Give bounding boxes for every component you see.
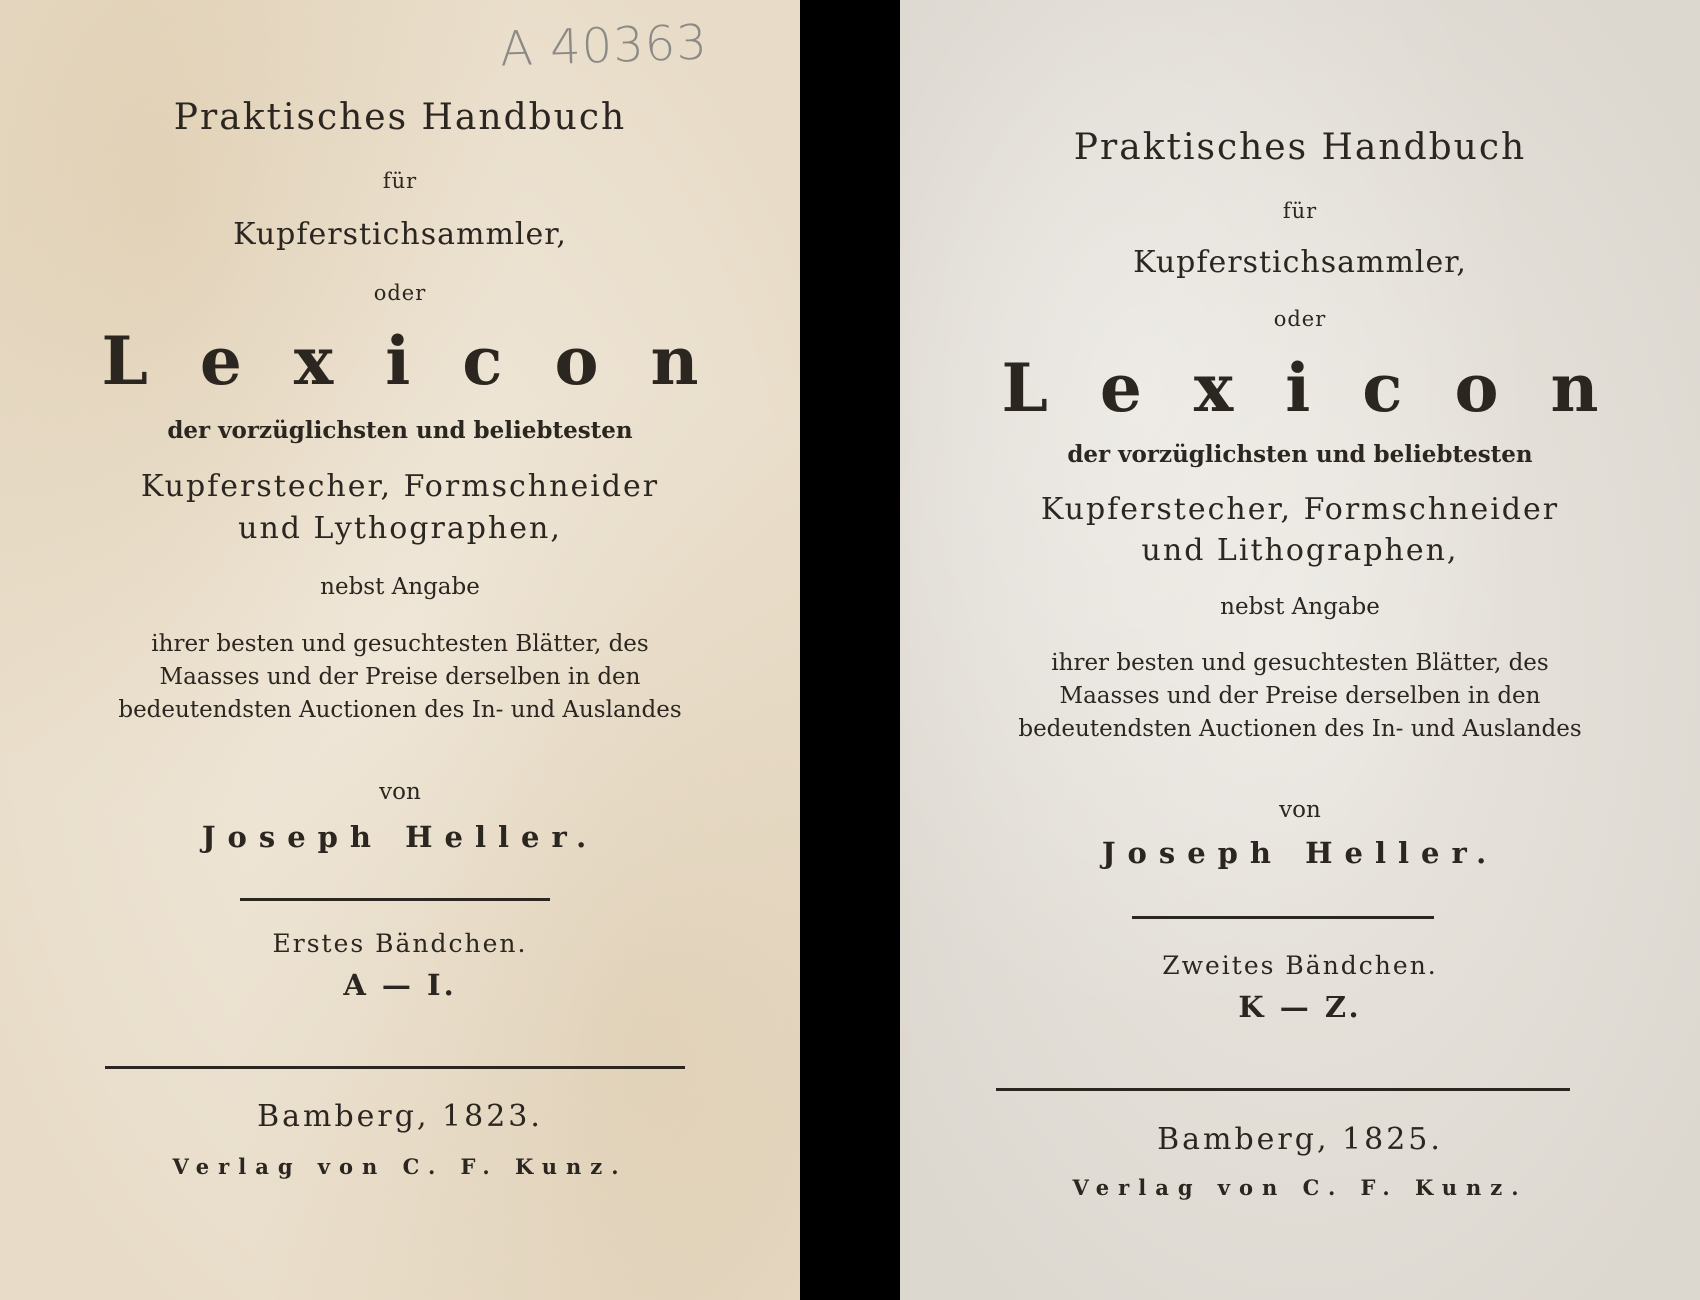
word-von: von [1279,797,1321,823]
subtitle: der vorzüglichsten und beliebtesten [167,417,633,444]
author: Joseph Heller. [201,820,599,854]
nebst-angabe: nebst Angabe [1220,594,1380,620]
place-year: Bamberg, 1823. [257,1099,543,1134]
word-fur: für [382,169,418,193]
title-line-1: Praktisches Handbuch [1073,127,1527,168]
letter-range: A — I. [343,968,457,1002]
volume-label: Zweites Bändchen. [1162,951,1438,980]
title-line-2: Kupferstichsammler, [233,217,567,252]
word-fur: für [1282,199,1318,223]
nebst-angabe: nebst Angabe [320,574,480,600]
divider-long [996,1088,1570,1091]
title-line-1: Praktisches Handbuch [173,97,627,138]
publisher: Verlag von C. F. Kunz. [172,1154,628,1179]
title-line-2: Kupferstichsammler, [1133,245,1467,280]
divider-long [105,1066,685,1069]
professions-line-2: und Lithographen, [1141,533,1459,568]
professions-line-1: Kupferstecher, Formschneider [140,469,660,504]
divider-short [1132,916,1434,919]
title-page-volume-1 [0,0,800,1300]
word-von: von [379,779,421,805]
letter-range: K — Z. [1238,990,1362,1024]
place-year: Bamberg, 1825. [1157,1122,1443,1157]
divider-short [240,898,550,901]
title-page-volume-2 [900,0,1700,1300]
description: ihrer besten und gesuchtesten Blätter, des Maasses und der Preise derselben in den bedeutendsten Auctionen des In- und Auslandes [1018,650,1582,742]
description: ihrer besten und gesuchtesten Blätter, des Maasses und der Preise derselben in den bedeutendsten Auctionen des In- und Auslandes [118,631,682,723]
professions-line-2: und Lythographen, [238,511,562,546]
main-title-lexicon: Lexicon [101,322,751,400]
main-title-lexicon: Lexicon [1001,349,1651,427]
word-oder: oder [1273,307,1327,331]
author: Joseph Heller. [1101,836,1499,870]
professions-line-1: Kupferstecher, Formschneider [1040,492,1560,527]
subtitle: der vorzüglichsten und beliebtesten [1067,441,1533,468]
volume-label: Erstes Bändchen. [272,929,528,958]
publisher: Verlag von C. F. Kunz. [1072,1175,1528,1200]
word-oder: oder [373,281,427,305]
library-stamp: A 40363 [499,14,709,78]
